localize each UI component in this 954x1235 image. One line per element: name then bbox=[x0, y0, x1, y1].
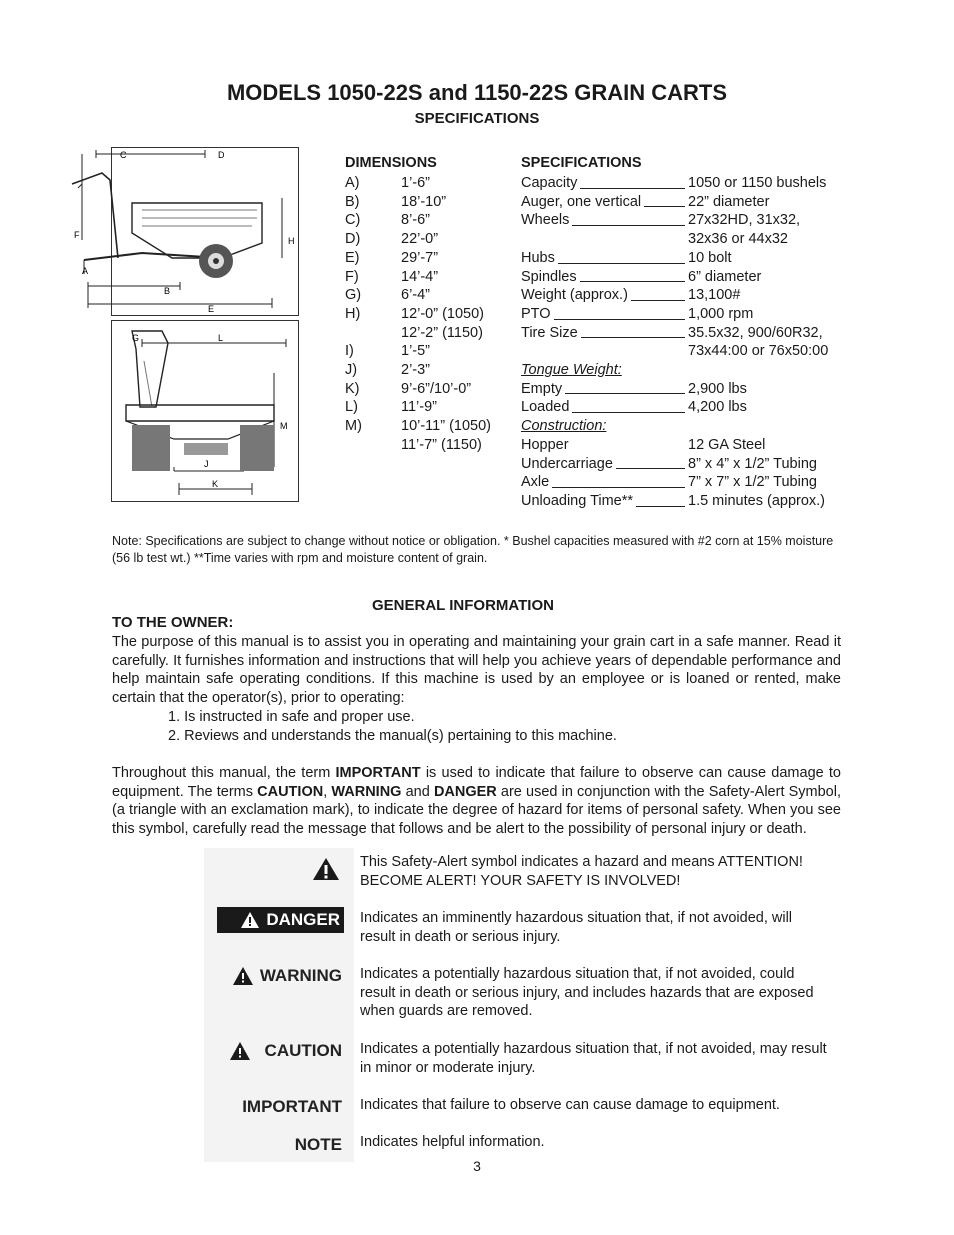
rear-view-drawing bbox=[112, 321, 298, 501]
dimension-value: 29’-7” bbox=[401, 249, 439, 266]
dimension-value: 10’-11” (1050) bbox=[401, 418, 492, 435]
term-warning: WARNING bbox=[331, 783, 402, 800]
dimension-row bbox=[345, 398, 491, 417]
spec-tongue-heading: Tongue Weight: bbox=[521, 362, 622, 379]
left-tire-icon bbox=[132, 425, 170, 471]
dimension-letter: L) bbox=[345, 399, 358, 416]
dimension-letter: B) bbox=[345, 193, 360, 210]
caution-alert-icon bbox=[229, 1041, 251, 1061]
spec-weight: Weight (approx.) 13,100# bbox=[521, 287, 741, 304]
dimension-value: 11’-7” (1150) bbox=[401, 436, 482, 453]
page-number: 3 bbox=[473, 1158, 481, 1174]
owner-paragraph: The purpose of this manual is to assist you in operating and maintaining your grain cart in a safe manner. Read it carefully. It furnishes information and instructions that will help you achieve years of dependable performance and help maintain safe operating conditions. If this machine is used by an employee or is loaned or rented, make certain that the operator(s), prior to operating: bbox=[112, 634, 841, 707]
general-information-heading: GENERAL INFORMATION bbox=[372, 597, 554, 614]
warning-symbol-label: WARNING bbox=[259, 966, 342, 985]
spec-capacity: Capacity 1050 or 1150 bushels bbox=[521, 175, 827, 191]
dimension-row bbox=[345, 436, 491, 455]
side-label-a: A bbox=[82, 266, 89, 276]
dimension-value: 12’-2” (1150) bbox=[401, 324, 483, 341]
spec-tire: Tire Size 35.5x32, 900/60R32, bbox=[521, 324, 823, 341]
spec-auger: Auger, one vertical 22” diameter bbox=[521, 193, 770, 210]
warning-description: Indicates a potentially hazardous situation that, if not avoided, could result in death or serious injury, and includes hazards that are exposed when guards are removed. bbox=[360, 966, 814, 1020]
term-caution: CAUTION bbox=[257, 783, 324, 800]
dimension-letter: A) bbox=[345, 175, 360, 191]
safety-alert-description: This Safety-Alert symbol indicates a hazard and means ATTENTION! BECOME ALERT! YOUR SAFETY IS INVOLVED! bbox=[360, 854, 803, 889]
spec-tire-cont: 73x44:00 or 76x50:00 bbox=[688, 343, 829, 360]
spec-hubs: Hubs 10 bolt bbox=[521, 249, 732, 266]
caution-description: Indicates a potentially hazardous situation that, if not avoided, may result in minor or moderate injury. bbox=[360, 1041, 827, 1076]
safety-alert-icon bbox=[312, 857, 340, 881]
dimension-value: 11’-9” bbox=[401, 399, 437, 416]
dimension-row bbox=[345, 342, 491, 361]
dimension-letter: F) bbox=[345, 268, 359, 285]
page-title: MODELS 1050-22S and 1150-22S GRAIN CARTS bbox=[226, 80, 728, 105]
dimension-letter bbox=[345, 436, 401, 455]
dimension-row bbox=[345, 174, 491, 193]
dimension-value: 12’-0” (1050) bbox=[401, 305, 485, 322]
dimension-value: 14’-4” bbox=[401, 268, 439, 285]
danger-symbol bbox=[217, 907, 344, 933]
danger-symbol-label: DANGER bbox=[266, 910, 340, 929]
side-label-f: F bbox=[74, 230, 80, 240]
dimension-value: 18’-10” bbox=[401, 193, 447, 210]
important-symbol-label: IMPORTANT bbox=[242, 1097, 342, 1116]
owner-list-item: 2. Reviews and understands the manual(s) pertaining to this machine. bbox=[168, 727, 617, 744]
spec-construction-heading: Construction: bbox=[521, 418, 607, 435]
dimension-row bbox=[345, 211, 491, 230]
dimension-row bbox=[345, 361, 491, 380]
dimension-letter: I) bbox=[345, 343, 354, 360]
specifications-heading: SPECIFICATIONS bbox=[521, 155, 642, 171]
owner-list-item: 1. Is instructed in safe and proper use. bbox=[168, 709, 415, 725]
warning-alert-icon bbox=[232, 966, 254, 986]
to-the-owner-heading: TO THE OWNER: bbox=[112, 614, 234, 631]
dimension-letter: J) bbox=[345, 362, 358, 379]
dimension-row bbox=[345, 305, 491, 324]
dimension-value: 6’-4” bbox=[401, 287, 431, 304]
spec-spindles: Spindles 6” diameter bbox=[521, 268, 762, 285]
dimension-value: 1’-5” bbox=[401, 343, 431, 360]
rear-view-figure bbox=[111, 320, 299, 502]
spec-wheels: Wheels 27x32HD, 31x32, bbox=[521, 212, 801, 229]
side-view-figure bbox=[74, 147, 299, 316]
term-danger: DANGER bbox=[433, 783, 497, 800]
note-description: Indicates helpful information. bbox=[360, 1134, 545, 1150]
dimension-letter bbox=[345, 324, 401, 343]
side-view-drawing bbox=[74, 148, 298, 315]
dimension-letter: D) bbox=[345, 231, 361, 248]
rear-label-l: L bbox=[218, 333, 224, 343]
dimension-row bbox=[345, 193, 491, 212]
dimension-row bbox=[345, 268, 491, 287]
rear-label-m: M bbox=[280, 421, 288, 431]
spec-hopper: Hopper 12 GA Steel bbox=[521, 436, 766, 453]
spec-note: Note: Specifications are subject to change without notice or obligation. * Bushel capacities measured with #2 corn at 15% moisture (56 lb test wt.) **Time varies with rpm and moisture content of grain. bbox=[112, 534, 834, 565]
dimension-row bbox=[345, 417, 491, 436]
terms-paragraph: Throughout this manual, the term IMPORTANT is used to indicate that failure to observe can cause damage to equipment. The terms CAUTION, WARNING and DANGER are used in conjunction with the Safety-Alert Symbol, (a triangle with an exclamation mark), to indicate the degree of hazard for items of personal safety. When you see this symbol, carefully read the message that follows and be alert to the possibility of personal injury or death. bbox=[112, 765, 841, 838]
spec-unloading: Unloading Time** 1.5 minutes (approx.) bbox=[521, 492, 826, 509]
term-important: IMPORTANT bbox=[335, 765, 421, 781]
dimension-letter: M) bbox=[345, 418, 362, 435]
dimension-letter: K) bbox=[345, 380, 360, 397]
caution-symbol bbox=[218, 1038, 342, 1064]
dimension-row bbox=[345, 286, 491, 305]
dimension-letter: H) bbox=[345, 305, 361, 322]
side-label-h: H bbox=[288, 236, 295, 246]
dimension-row bbox=[345, 324, 491, 343]
warning-symbol bbox=[218, 963, 342, 989]
dimension-row bbox=[345, 230, 491, 249]
spec-loaded: Loaded 4,200 lbs bbox=[521, 399, 747, 416]
dimension-row bbox=[345, 249, 491, 268]
specifications-list bbox=[521, 174, 851, 511]
dimensions-heading: DIMENSIONS bbox=[345, 155, 437, 171]
owner-list bbox=[168, 708, 617, 745]
important-symbol bbox=[218, 1095, 342, 1119]
note-symbol-label: NOTE bbox=[294, 1135, 342, 1154]
dimension-value: 1’-6” bbox=[401, 175, 431, 191]
dimension-letter: E) bbox=[345, 249, 360, 266]
dimension-value: 22’-0” bbox=[401, 231, 439, 248]
spec-undercarriage: Undercarriage 8” x 4” x 1/2” Tubing bbox=[521, 455, 817, 472]
rear-label-j: J bbox=[204, 459, 209, 469]
side-label-b: B bbox=[164, 286, 171, 296]
dimension-row bbox=[345, 380, 491, 399]
side-label-e: E bbox=[208, 304, 215, 314]
important-description: Indicates that failure to observe can cause damage to equipment. bbox=[360, 1097, 780, 1113]
safety-alert-symbol bbox=[218, 856, 342, 882]
side-label-c: C bbox=[120, 150, 127, 160]
caution-symbol-label: CAUTION bbox=[264, 1041, 342, 1060]
spec-wheels-cont: 32x36 or 44x32 bbox=[688, 231, 788, 248]
danger-description: Indicates an imminently hazardous situation that, if not avoided, will result in death or serious injury. bbox=[360, 910, 793, 945]
dimension-letter: G) bbox=[345, 287, 362, 304]
dimension-letter: C) bbox=[345, 212, 361, 229]
rear-label-k: K bbox=[212, 479, 219, 489]
dimension-value: 9’-6”/10’-0” bbox=[401, 380, 472, 397]
dimension-value: 8’-6” bbox=[401, 212, 431, 229]
dimensions-list bbox=[345, 174, 491, 455]
dimension-value: 2’-3” bbox=[401, 362, 431, 379]
spec-empty: Empty 2,900 lbs bbox=[521, 380, 747, 397]
right-tire-icon bbox=[240, 425, 274, 471]
page-subtitle: SPECIFICATIONS bbox=[414, 110, 540, 127]
note-symbol bbox=[218, 1133, 342, 1157]
spec-pto: PTO 1,000 rpm bbox=[521, 305, 754, 322]
danger-alert-icon bbox=[240, 911, 260, 929]
side-label-d: D bbox=[218, 150, 225, 160]
spec-axle: Axle 7” x 7” x 1/2” Tubing bbox=[521, 474, 817, 491]
rear-label-g: G bbox=[132, 333, 140, 343]
